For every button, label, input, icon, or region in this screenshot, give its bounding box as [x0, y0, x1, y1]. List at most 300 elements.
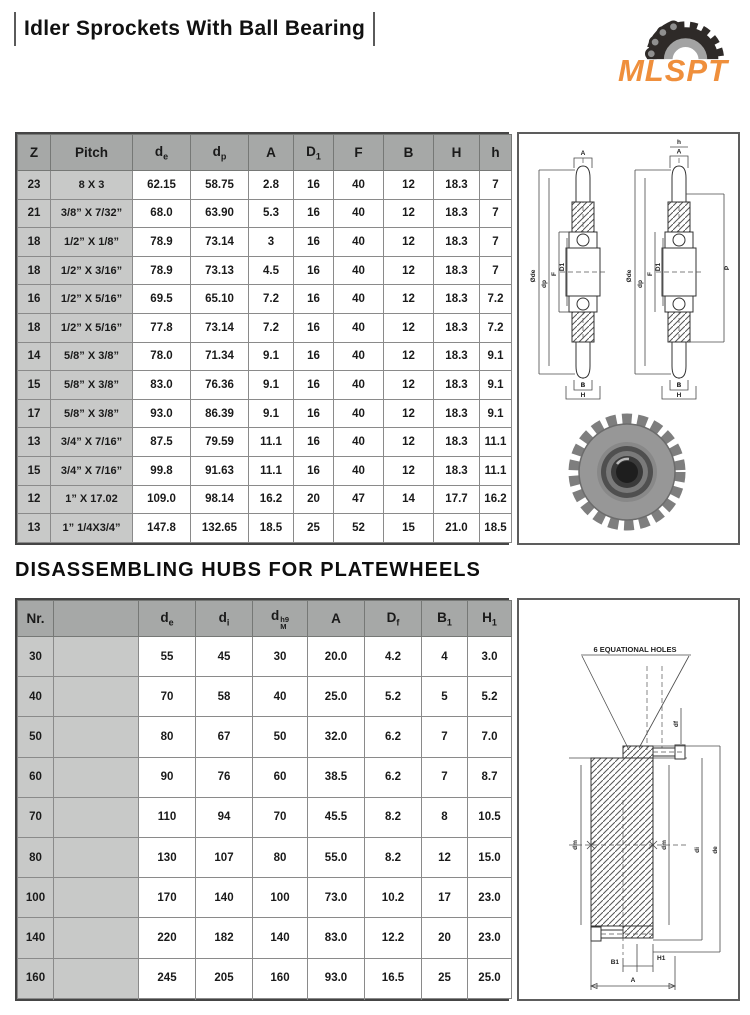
- table-cell: 4: [422, 637, 468, 677]
- hub-table: [17, 600, 512, 999]
- table-cell: 16: [294, 256, 334, 285]
- table-cell: 68.0: [133, 199, 191, 228]
- dim-label-A2: A: [676, 148, 682, 156]
- table-cell: 12.2: [365, 918, 422, 958]
- table-cell: 12: [384, 313, 434, 342]
- table-cell: 38.5: [308, 757, 365, 797]
- table-cell: 6.2: [365, 757, 422, 797]
- hub-table-frame: [15, 598, 509, 1001]
- dim-label-de: Øde: [530, 269, 537, 283]
- table-cell: 67: [196, 717, 253, 757]
- table-cell: 40: [334, 171, 384, 200]
- col-de: $d_e$: [133, 135, 191, 171]
- col-dm: d h9 M: [253, 601, 308, 637]
- dim-label-B: B: [580, 382, 586, 389]
- table-cell: 18: [18, 256, 51, 285]
- table-row: [18, 878, 512, 918]
- table-cell: 16: [294, 342, 334, 371]
- table-cell: 18: [18, 313, 51, 342]
- table-cell: 40: [334, 371, 384, 400]
- table-cell: [54, 637, 139, 677]
- dim-label-D1: D1: [559, 262, 566, 272]
- table-cell: 13: [18, 428, 51, 457]
- table-cell: 7: [480, 256, 512, 285]
- table-cell: 73.14: [191, 228, 249, 257]
- col-nr: Nr.: [18, 601, 54, 637]
- table-cell: 12: [384, 342, 434, 371]
- table-cell: 80: [253, 837, 308, 877]
- table-cell: 9.1: [480, 399, 512, 428]
- col-z: Z: [18, 135, 51, 171]
- table-cell: 16: [294, 399, 334, 428]
- table-cell: 16: [294, 228, 334, 257]
- table-cell: 10.5: [468, 797, 512, 837]
- table-cell: 5.3: [249, 199, 294, 228]
- table-cell: 3: [249, 228, 294, 257]
- col-blank: [54, 601, 139, 637]
- table-cell: 9.1: [480, 371, 512, 400]
- dim-label-de2: Øde: [626, 269, 633, 283]
- table-cell: 100: [253, 878, 308, 918]
- title-left-bar: [14, 12, 16, 46]
- table-cell: 245: [139, 958, 196, 998]
- sprocket-table-empty-area: [18, 542, 512, 543]
- table-cell: 25: [422, 958, 468, 998]
- table-cell: 16.5: [365, 958, 422, 998]
- table-cell: 18.3: [434, 199, 480, 228]
- col-h-cap: H: [434, 135, 480, 171]
- table-cell: 11.1: [249, 428, 294, 457]
- table-cell: 83.0: [308, 918, 365, 958]
- table-cell: 73.13: [191, 256, 249, 285]
- table-cell: 1” X 17.02: [51, 485, 133, 514]
- table-cell: 10.2: [365, 878, 422, 918]
- table-cell: 9.1: [249, 371, 294, 400]
- title-right-bar: [373, 12, 375, 46]
- table-cell: 5/8” X 3/8”: [51, 399, 133, 428]
- table-cell: 83.0: [133, 371, 191, 400]
- dim-label-dp: dp: [541, 280, 548, 288]
- table-cell: 18.5: [249, 514, 294, 543]
- table-cell: 12: [384, 456, 434, 485]
- table-row: [18, 757, 512, 797]
- table-cell: 50: [253, 717, 308, 757]
- table-cell: 18.5: [480, 514, 512, 543]
- table-cell: 1/2” X 1/8”: [51, 228, 133, 257]
- table-cell: 15: [18, 371, 51, 400]
- table-cell: 1” 1/4X3/4”: [51, 514, 133, 543]
- table-cell: 40: [334, 285, 384, 314]
- table-cell: 18.3: [434, 285, 480, 314]
- table-cell: 77.8: [133, 313, 191, 342]
- table-row: [18, 342, 512, 371]
- sprocket-table: [17, 134, 512, 543]
- dim-label-h: h: [677, 139, 681, 146]
- col-h1: $H_1$: [468, 601, 512, 637]
- table-cell: 8: [422, 797, 468, 837]
- table-row: [18, 428, 512, 457]
- table-row: [18, 837, 512, 877]
- table-cell: 23: [18, 171, 51, 200]
- table-row: [18, 485, 512, 514]
- table-cell: 21.0: [434, 514, 480, 543]
- table-cell: 40: [334, 342, 384, 371]
- table-cell: 12: [422, 837, 468, 877]
- table-cell: 32.0: [308, 717, 365, 757]
- table-cell: 7: [480, 228, 512, 257]
- table-cell: 12: [18, 485, 51, 514]
- table-cell: 86.39: [191, 399, 249, 428]
- col-b1: $B_1$: [422, 601, 468, 637]
- table-cell: 7: [480, 199, 512, 228]
- hub-table-empty-area: [18, 998, 512, 999]
- table-cell: 18.3: [434, 428, 480, 457]
- table-cell: 170: [139, 878, 196, 918]
- dim-label-F2: F: [647, 272, 654, 276]
- table-cell: 62.15: [133, 171, 191, 200]
- table-cell: 7.2: [249, 285, 294, 314]
- table-cell: 11.1: [480, 428, 512, 457]
- table-cell: 9.1: [249, 342, 294, 371]
- table-cell: 45: [196, 637, 253, 677]
- dim-label-di: di: [694, 847, 701, 853]
- table-cell: 23.0: [468, 878, 512, 918]
- table-cell: 220: [139, 918, 196, 958]
- table-cell: 7.0: [468, 717, 512, 757]
- table-cell: 70: [18, 797, 54, 837]
- table-cell: 65.10: [191, 285, 249, 314]
- col-a: A: [249, 135, 294, 171]
- dim-label-A: A: [630, 977, 636, 984]
- table-cell: 20: [294, 485, 334, 514]
- table-cell: 130: [139, 837, 196, 877]
- table-cell: 90: [139, 757, 196, 797]
- table-cell: 73.0: [308, 878, 365, 918]
- header-row: [18, 601, 512, 637]
- table-cell: 91.63: [191, 456, 249, 485]
- table-cell: 80: [18, 837, 54, 877]
- table-cell: 18.3: [434, 313, 480, 342]
- dim-label-dm-right: dm: [661, 840, 668, 850]
- table-cell: 25.0: [308, 677, 365, 717]
- table-cell: 76: [196, 757, 253, 797]
- table-cell: 25.0: [468, 958, 512, 998]
- table-row: [18, 918, 512, 958]
- col-f: F: [334, 135, 384, 171]
- table-cell: 40: [253, 677, 308, 717]
- table-cell: 16.2: [249, 485, 294, 514]
- table-cell: 78.0: [133, 342, 191, 371]
- table-cell: 40: [334, 256, 384, 285]
- table-cell: 3.0: [468, 637, 512, 677]
- table-row: [18, 677, 512, 717]
- table-cell: 17: [422, 878, 468, 918]
- table-cell: 30: [253, 637, 308, 677]
- table-cell: 47: [334, 485, 384, 514]
- table-cell: 18.3: [434, 256, 480, 285]
- table-row: [18, 958, 512, 998]
- header-row: [18, 135, 512, 171]
- table-cell: 109.0: [133, 485, 191, 514]
- table-cell: 14: [18, 342, 51, 371]
- sprocket-table-body: [18, 171, 512, 543]
- table-cell: 40: [334, 428, 384, 457]
- table-cell: 140: [253, 918, 308, 958]
- table-cell: [54, 878, 139, 918]
- table-cell: 73.14: [191, 313, 249, 342]
- table-cell: 8.2: [365, 797, 422, 837]
- table-cell: 110: [139, 797, 196, 837]
- table-cell: 52: [334, 514, 384, 543]
- table-row: [18, 717, 512, 757]
- table-cell: 3/4” X 7/16”: [51, 456, 133, 485]
- table-cell: 60: [18, 757, 54, 797]
- table-cell: 12: [384, 256, 434, 285]
- dim-label-H: H: [580, 392, 586, 399]
- table-cell: 3/4” X 7/16”: [51, 428, 133, 457]
- table-cell: 1/2” X 3/16”: [51, 256, 133, 285]
- table-row: [18, 285, 512, 314]
- table-cell: 16: [294, 171, 334, 200]
- table-cell: 5: [422, 677, 468, 717]
- table-cell: 15: [384, 514, 434, 543]
- table-cell: 5.2: [468, 677, 512, 717]
- table-cell: 3/8” X 7/32”: [51, 199, 133, 228]
- table-cell: 8.7: [468, 757, 512, 797]
- table-row: [18, 228, 512, 257]
- table-cell: 7.2: [480, 313, 512, 342]
- dim-label-B2: B: [676, 382, 682, 389]
- table-cell: 23.0: [468, 918, 512, 958]
- dim-label-de: de: [712, 846, 719, 854]
- hub-table-header: [18, 601, 512, 637]
- table-cell: 78.9: [133, 228, 191, 257]
- dim-label-F: F: [551, 272, 558, 276]
- table-row: [18, 171, 512, 200]
- col-a: A: [308, 601, 365, 637]
- table-cell: 16: [294, 313, 334, 342]
- table-cell: 40: [334, 228, 384, 257]
- dim-label-P: P: [724, 265, 731, 271]
- table-cell: 14: [384, 485, 434, 514]
- dim-label-A: A: [580, 150, 586, 157]
- table-cell: 11.1: [480, 456, 512, 485]
- table-cell: [54, 717, 139, 757]
- table-cell: 7.2: [480, 285, 512, 314]
- brand-logo: [602, 5, 744, 89]
- col-df: $D_f$: [365, 601, 422, 637]
- table-cell: 70: [139, 677, 196, 717]
- page-header: [14, 12, 375, 46]
- table-cell: 160: [18, 958, 54, 998]
- table-cell: 16: [294, 371, 334, 400]
- table-cell: 18.3: [434, 171, 480, 200]
- col-di: $d_i$: [196, 601, 253, 637]
- sprocket-table-frame: [15, 132, 509, 545]
- table-cell: 100: [18, 878, 54, 918]
- dim-label-H1: H1: [657, 955, 666, 962]
- table-cell: 12: [384, 285, 434, 314]
- section-title: DISASSEMBLING HUBS FOR PLATEWHEELS: [15, 559, 481, 581]
- table-row: [18, 313, 512, 342]
- table-row: [18, 456, 512, 485]
- dim-label-dp2: dp: [637, 280, 644, 288]
- col-h-low: h: [480, 135, 512, 171]
- table-cell: 80: [139, 717, 196, 757]
- table-cell: 93.0: [133, 399, 191, 428]
- dim-label-D12: D1: [655, 262, 662, 272]
- table-cell: 11.1: [249, 456, 294, 485]
- table-cell: 107: [196, 837, 253, 877]
- diagram-note: 6 EQUATIONAL HOLES: [593, 645, 677, 654]
- page-title: Idler Sprockets With Ball Bearing: [24, 17, 366, 40]
- table-cell: 12: [384, 199, 434, 228]
- table-cell: 7: [480, 171, 512, 200]
- table-cell: 40: [334, 313, 384, 342]
- table-cell: 4.5: [249, 256, 294, 285]
- table-row: [18, 256, 512, 285]
- table-cell: 45.5: [308, 797, 365, 837]
- table-cell: 78.9: [133, 256, 191, 285]
- table-cell: 18.3: [434, 342, 480, 371]
- sprocket-table-header: [18, 135, 512, 171]
- sprocket-photo: [519, 402, 738, 543]
- table-cell: 30: [18, 637, 54, 677]
- table-cell: 1/2” X 5/16”: [51, 313, 133, 342]
- table-cell: 147.8: [133, 514, 191, 543]
- table-cell: 12: [384, 171, 434, 200]
- table-cell: 20.0: [308, 637, 365, 677]
- col-dp: $d_p$: [191, 135, 249, 171]
- dim-label-df: df: [673, 720, 680, 728]
- table-cell: 16: [294, 456, 334, 485]
- table-cell: 16.2: [480, 485, 512, 514]
- table-cell: 58.75: [191, 171, 249, 200]
- table-cell: 17.7: [434, 485, 480, 514]
- hub-cross-section-drawing: [519, 600, 738, 999]
- table-cell: 7: [422, 757, 468, 797]
- table-cell: [54, 958, 139, 998]
- table-cell: 16: [18, 285, 51, 314]
- table-cell: 16: [294, 199, 334, 228]
- table-cell: [54, 918, 139, 958]
- sprocket-diagram-panel: [517, 132, 740, 545]
- table-row: [18, 371, 512, 400]
- table-cell: 60: [253, 757, 308, 797]
- dim-label-dm-left: dm: [572, 840, 579, 850]
- table-cell: 18.3: [434, 456, 480, 485]
- table-cell: 71.34: [191, 342, 249, 371]
- table-cell: 5.2: [365, 677, 422, 717]
- col-b: B: [384, 135, 434, 171]
- table-cell: 2.8: [249, 171, 294, 200]
- table-cell: 17: [18, 399, 51, 428]
- table-cell: 15: [18, 456, 51, 485]
- table-cell: 132.65: [191, 514, 249, 543]
- table-cell: 70: [253, 797, 308, 837]
- table-cell: 160: [253, 958, 308, 998]
- table-cell: 5/8” X 3/8”: [51, 342, 133, 371]
- table-cell: 9.1: [249, 399, 294, 428]
- table-cell: 94: [196, 797, 253, 837]
- table-row: [18, 637, 512, 677]
- table-cell: 40: [334, 399, 384, 428]
- table-cell: [54, 677, 139, 717]
- table-cell: 8.2: [365, 837, 422, 877]
- col-de: $d_e$: [139, 601, 196, 637]
- table-cell: 98.14: [191, 485, 249, 514]
- table-cell: [54, 797, 139, 837]
- table-cell: 69.5: [133, 285, 191, 314]
- sprocket-cross-section-drawing: [519, 134, 738, 402]
- table-cell: 40: [334, 456, 384, 485]
- table-cell: 15.0: [468, 837, 512, 877]
- table-cell: 12: [384, 371, 434, 400]
- table-cell: 25: [294, 514, 334, 543]
- table-cell: 140: [196, 878, 253, 918]
- table-row: [18, 399, 512, 428]
- table-cell: 93.0: [308, 958, 365, 998]
- table-cell: 140: [18, 918, 54, 958]
- table-cell: 12: [384, 228, 434, 257]
- table-row: [18, 514, 512, 543]
- table-cell: 9.1: [480, 342, 512, 371]
- table-cell: 4.2: [365, 637, 422, 677]
- table-cell: 12: [384, 399, 434, 428]
- table-cell: 40: [334, 199, 384, 228]
- table-cell: 12: [384, 428, 434, 457]
- table-row: [18, 797, 512, 837]
- table-cell: 18.3: [434, 399, 480, 428]
- table-cell: 20: [422, 918, 468, 958]
- col-pitch: Pitch: [51, 135, 133, 171]
- table-cell: 13: [18, 514, 51, 543]
- table-cell: 1/2” X 5/16”: [51, 285, 133, 314]
- table-cell: 205: [196, 958, 253, 998]
- table-cell: 182: [196, 918, 253, 958]
- col-d1: $D_1$: [294, 135, 334, 171]
- table-cell: 58: [196, 677, 253, 717]
- table-cell: 55.0: [308, 837, 365, 877]
- table-cell: 21: [18, 199, 51, 228]
- table-cell: 18: [18, 228, 51, 257]
- brand-name: MLSPT: [617, 53, 729, 88]
- table-cell: 16: [294, 285, 334, 314]
- table-cell: 50: [18, 717, 54, 757]
- table-cell: 6.2: [365, 717, 422, 757]
- dim-label-B1: B1: [610, 959, 619, 966]
- table-cell: [54, 837, 139, 877]
- table-cell: 18.3: [434, 371, 480, 400]
- table-cell: 18.3: [434, 228, 480, 257]
- table-cell: [54, 757, 139, 797]
- table-cell: 7.2: [249, 313, 294, 342]
- table-cell: 63.90: [191, 199, 249, 228]
- table-cell: 87.5: [133, 428, 191, 457]
- table-cell: 16: [294, 428, 334, 457]
- table-cell: 55: [139, 637, 196, 677]
- table-cell: 40: [18, 677, 54, 717]
- table-cell: 76.36: [191, 371, 249, 400]
- table-cell: 79.59: [191, 428, 249, 457]
- table-cell: 8 X 3: [51, 171, 133, 200]
- hub-diagram-panel: [517, 598, 740, 1001]
- table-cell: 5/8” X 3/8”: [51, 371, 133, 400]
- table-cell: 99.8: [133, 456, 191, 485]
- dim-label-H2: H: [676, 392, 682, 399]
- table-row: [18, 199, 512, 228]
- table-cell: 7: [422, 717, 468, 757]
